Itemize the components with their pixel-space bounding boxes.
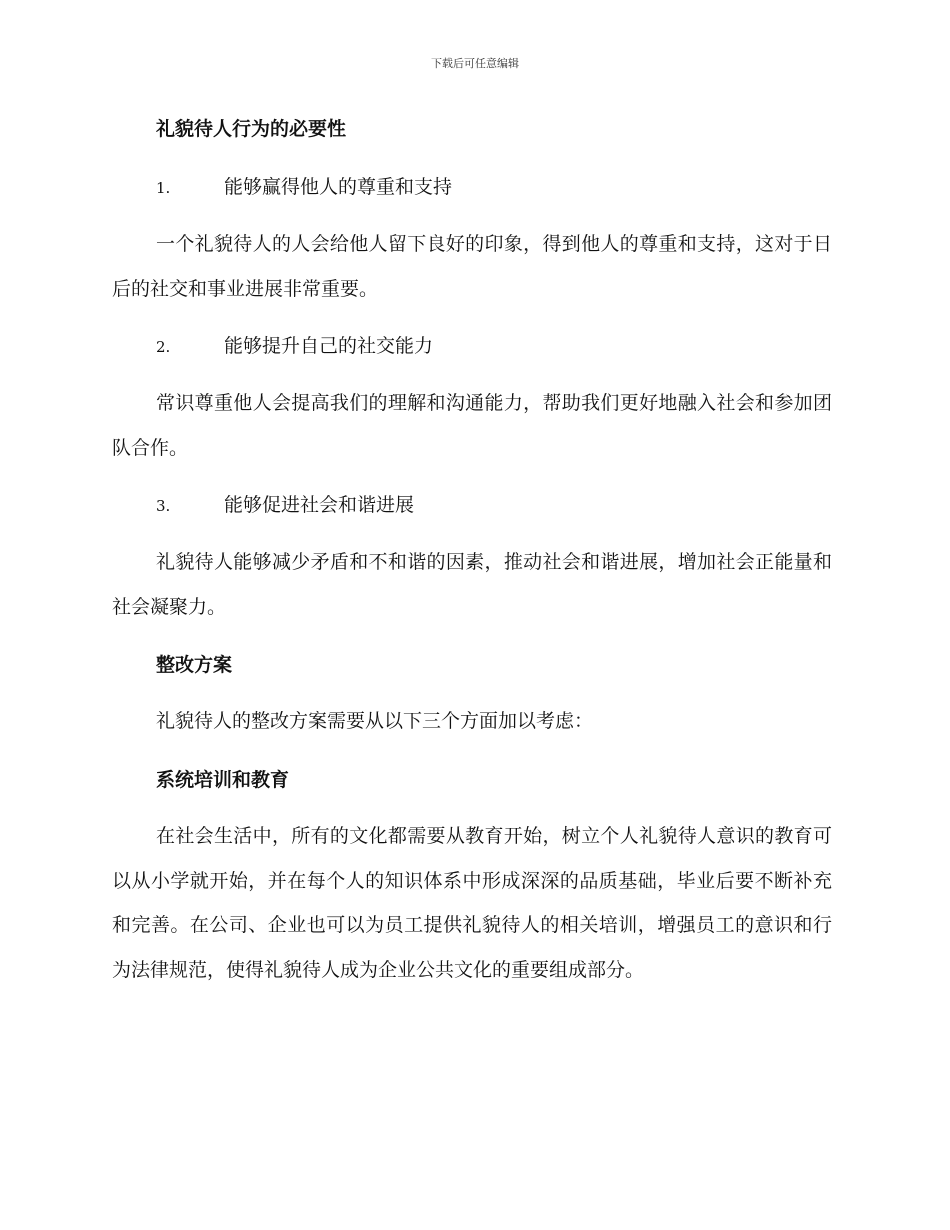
paragraph-item-1: 一个礼貌待人的人会给他人留下良好的印象，得到他人的尊重和支持，这对于日后的社交和事业进展非常重要。 <box>112 233 832 300</box>
paragraph-item-2: 常识尊重他人会提高我们的理解和沟通能力，帮助我们更好地融入社会和参加团队合作。 <box>112 392 832 459</box>
section-heading-rectification: 整改方案 <box>156 654 233 676</box>
list-item-label: 能够提升自己的社交能力 <box>224 335 434 357</box>
paragraph-rectification-intro: 礼貌待人的整改方案需要从以下三个方面加以考虑： <box>156 710 594 732</box>
list-number: 3. <box>156 497 171 515</box>
section-heading-necessity: 礼貌待人行为的必要性 <box>156 118 347 140</box>
paragraph-training: 在社会生活中，所有的文化都需要从教育开始，树立个人礼貌待人意识的教育可以从小学就开始，并在每个人的知识体系中形成深深的品质基础，毕业后要不断补充和完善。在公司、企业也可以为员工提供礼貌待人的相关培训，增强员工的意识和行为法律规范，使得礼貌待人成为企业公共文化的重要组成部分。 <box>112 825 832 981</box>
list-number: 1. <box>156 179 171 197</box>
list-item-2 <box>156 333 433 360</box>
list-number: 2. <box>156 338 171 356</box>
list-item-label: 能够赢得他人的尊重和支持 <box>224 176 453 198</box>
paragraph-item-3: 礼貌待人能够减少矛盾和不和谐的因素，推动社会和谐进展，增加社会正能量和社会凝聚力。 <box>112 551 832 618</box>
page-header-note: 下载后可任意编辑 <box>431 57 519 70</box>
subsection-heading-training: 系统培训和教育 <box>156 769 290 791</box>
list-item-3 <box>156 492 414 519</box>
list-item-label: 能够促进社会和谐进展 <box>224 494 415 516</box>
list-item-1 <box>156 174 452 201</box>
